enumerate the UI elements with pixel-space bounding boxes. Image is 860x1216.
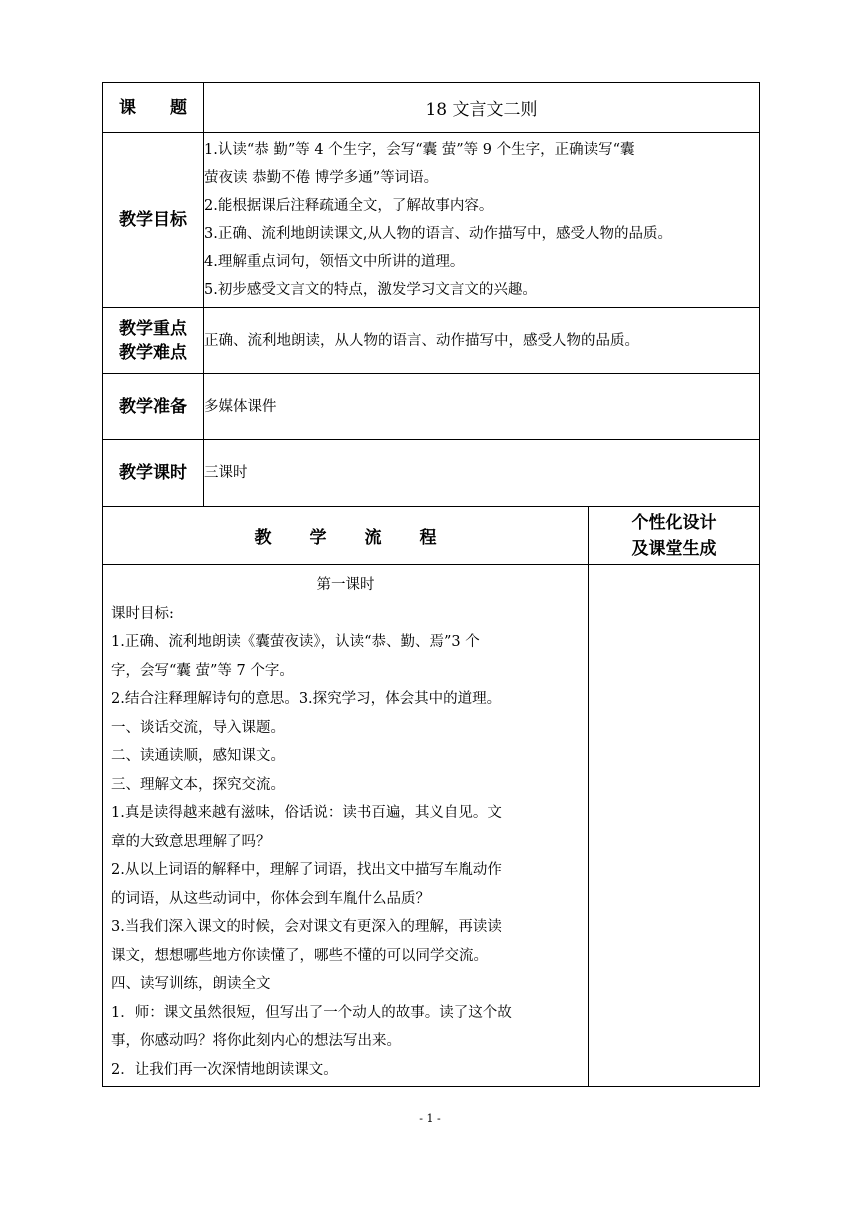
- lesson-title: 第一课时: [316, 577, 375, 593]
- flow-line: 一、谈话交流，导入课题。: [111, 719, 285, 736]
- row-preparation: [103, 374, 760, 440]
- row-periods: [103, 440, 760, 507]
- flow-line: 2.结合注释理解诗句的意思。3.探究学习，体会其中的道理。: [111, 691, 502, 707]
- lesson-plan-table: [102, 82, 760, 1087]
- row-key-points: [103, 308, 760, 374]
- flow-line: 2．让我们再一次深情地朗读课文。: [111, 1061, 338, 1078]
- personal-header-line-1: 个性化设计: [631, 512, 717, 533]
- flow-line: 2.从以上词语的解释中，理解了词语，找出文中描写车胤动作: [111, 862, 502, 878]
- flow-line: 1．师：课文虽然很短，但写出了一个动人的故事。读了这个故: [111, 1004, 512, 1021]
- periods-label: 教学课时: [103, 440, 204, 507]
- row-process-header: [103, 507, 760, 565]
- key-points-label-2: 教学难点: [119, 342, 187, 363]
- flow-line: 课文，想想哪些地方你读懂了，哪些不懂的可以同学交流。: [111, 947, 488, 964]
- process-header-char: 程: [419, 528, 437, 548]
- topic-label: 课 题: [103, 83, 204, 133]
- key-points-label-1: 教学重点: [119, 318, 187, 339]
- page-number: - 1 -: [419, 1112, 441, 1125]
- row-topic: [103, 83, 760, 133]
- flow-line: 四、读写训练，朗读全文: [111, 976, 271, 992]
- key-points-value: 正确、流利地朗读，从人物的语言、动作描写中，感受人物的品质。: [204, 308, 760, 374]
- objective-line: 萤夜读 恭勤不倦 博学多通”等词语。: [204, 170, 439, 186]
- objective-line: 4.理解重点词句，领悟文中所讲的道理。: [204, 254, 465, 270]
- key-points-label: [103, 308, 204, 374]
- row-objectives: [103, 133, 760, 308]
- objective-line: 5.初步感受文言文的特点，激发学习文言文的兴趣。: [204, 282, 537, 298]
- periods-value: 三课时: [204, 440, 760, 507]
- personal-design-header: [589, 507, 760, 565]
- flow-line: 字，会写“囊 萤”等 7 个字。: [111, 662, 294, 679]
- objectives-content: [204, 133, 760, 308]
- personal-design-cell: [589, 565, 760, 1087]
- flow-content: [103, 565, 589, 1087]
- flow-line: 二、读通读顺，感知课文。: [111, 748, 285, 764]
- process-header-char: 学: [309, 528, 327, 548]
- process-header-char: 教: [254, 528, 272, 548]
- flow-line: 1.真是读得越来越有滋味，俗话说：读书百遍，其义自见。文: [111, 805, 502, 821]
- flow-line: 的词语，从这些动词中，你体会到车胤什么品质？: [111, 890, 430, 907]
- objective-line: 3.正确、流利地朗读课文,从人物的语言、动作描写中，感受人物的品质。: [204, 226, 672, 242]
- process-header-char: 流: [364, 528, 382, 548]
- flow-line: 三、理解文本，探究交流。: [111, 776, 285, 793]
- objective-line: 2.能根据课后注释疏通全文，了解故事内容。: [204, 198, 494, 214]
- topic-value: 18 文言文二则: [204, 83, 760, 133]
- objectives-label: 教学目标: [103, 133, 204, 308]
- flow-line: 事，你感动吗？将你此刻内心的想法写出来。: [111, 1033, 401, 1049]
- personal-header-line-2: 及课堂生成: [631, 538, 717, 559]
- objective-line: 1.认读“恭 勤”等 4 个生字，会写“囊 萤”等 9 个生字，正确读写“囊: [204, 142, 635, 158]
- flow-line: 3.当我们深入课文的时候，会对课文有更深入的理解，再读读: [111, 919, 502, 935]
- process-header: [103, 507, 589, 565]
- preparation-label: 教学准备: [103, 374, 204, 440]
- flow-line: 章的大致意思理解了吗？: [111, 833, 271, 850]
- flow-line: 1.正确、流利地朗读《囊萤夜读》，认读“恭、勤、焉”3 个: [111, 634, 480, 650]
- flow-line: 课时目标:: [111, 605, 174, 622]
- preparation-value: 多媒体课件: [204, 374, 760, 440]
- row-flow: [103, 565, 760, 1087]
